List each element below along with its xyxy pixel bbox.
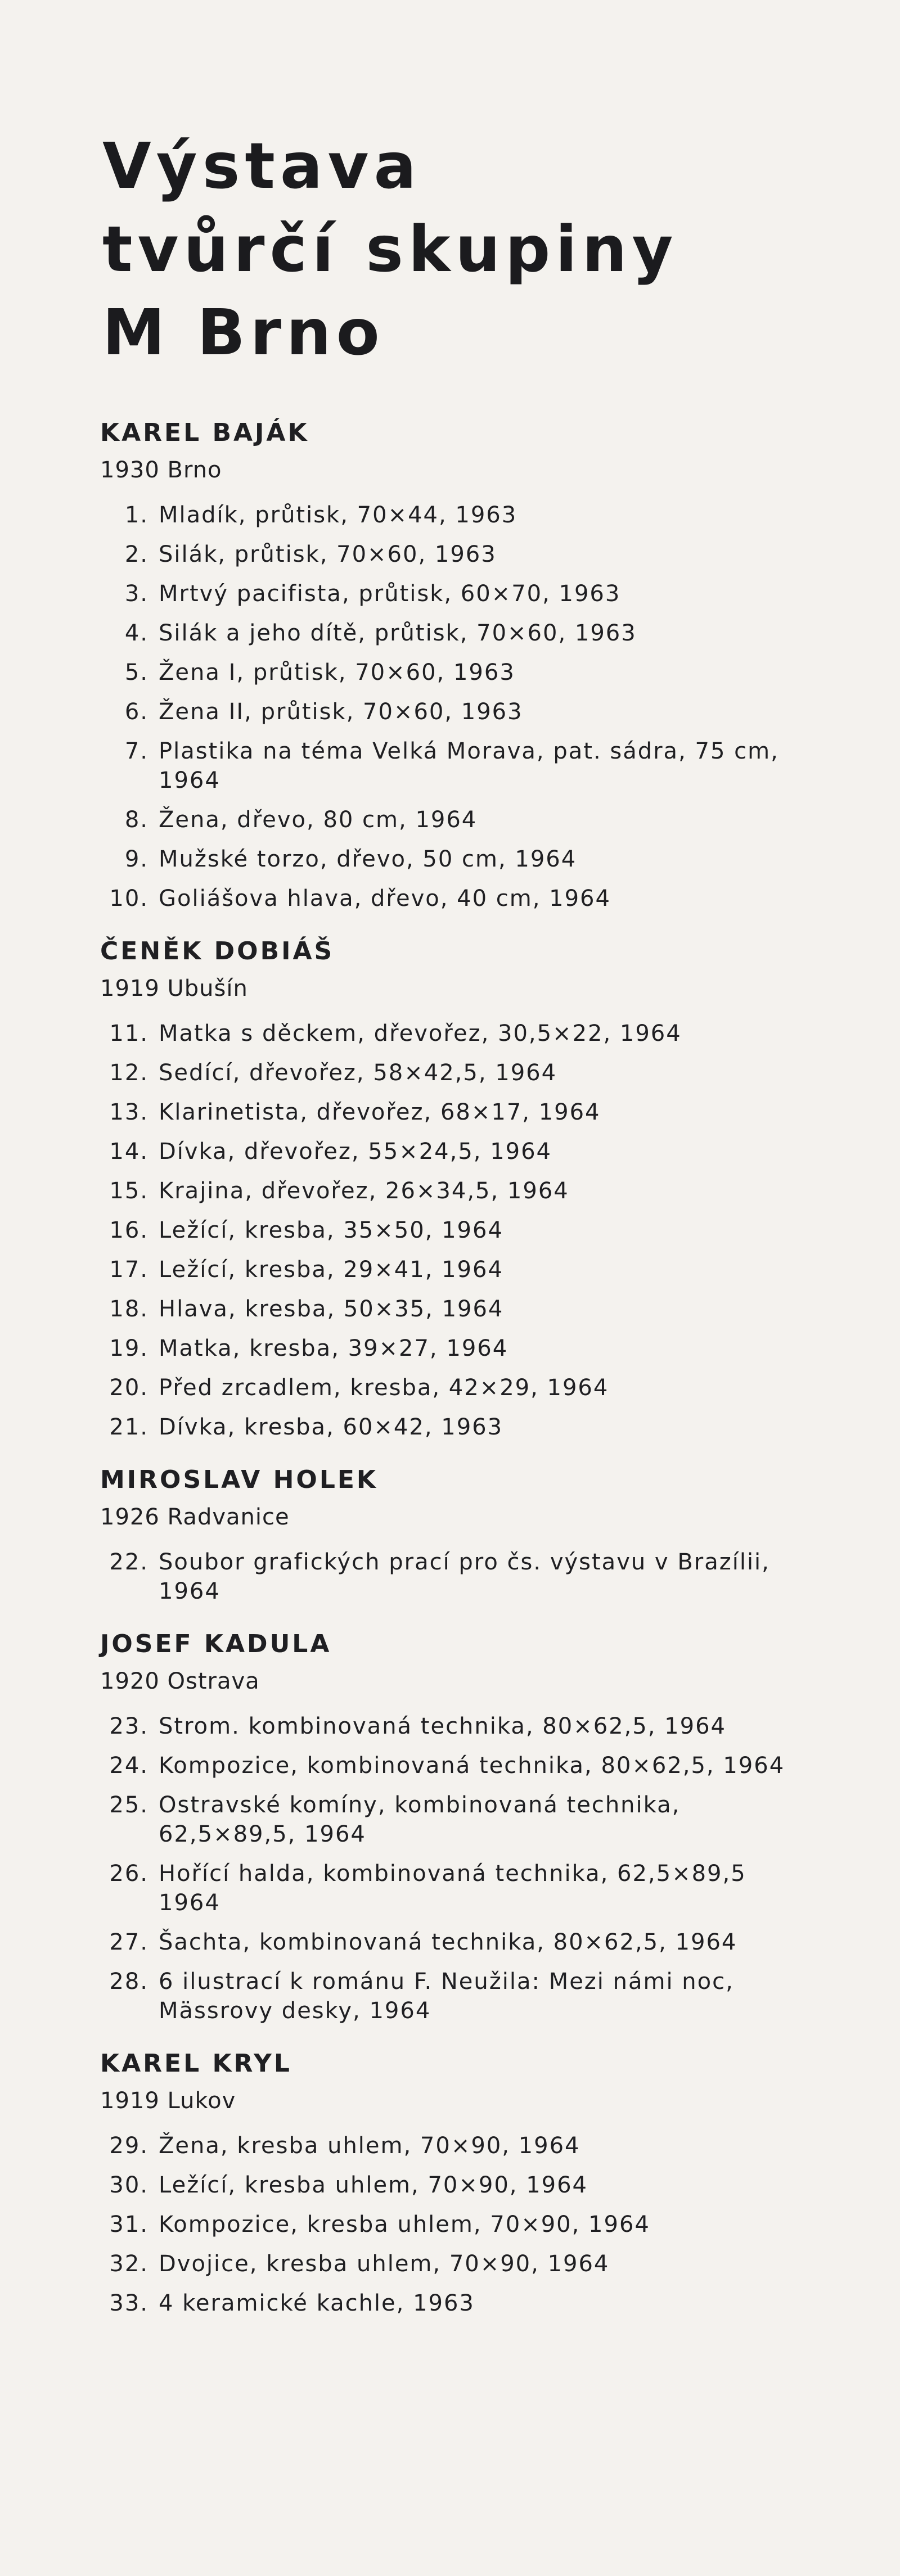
work-item: [100, 1058, 809, 1088]
title-line: tvůrčí skupiny: [102, 213, 678, 286]
work-item: [100, 2131, 809, 2160]
work-number: 18.: [109, 1296, 148, 1322]
work-description: Dívka, kresba, 60×42, 1963: [159, 1414, 503, 1440]
work-number: 3.: [124, 581, 148, 607]
work-description: 6 ilustrací k románu F. Neužila: Mezi námi noc, Mässrovy desky, 1964: [159, 1969, 734, 2024]
work-item: [100, 658, 809, 687]
work-description: Dvojice, kresba uhlem, 70×90, 1964: [159, 2251, 610, 2277]
artist-section: [100, 1464, 809, 1606]
work-description: Matka, kresba, 39×27, 1964: [159, 1336, 508, 1361]
work-number: 20.: [109, 1375, 148, 1401]
work-description: Ležící, kresba, 35×50, 1964: [159, 1217, 503, 1243]
work-number: 29.: [109, 2133, 148, 2159]
work-number: 4.: [124, 620, 148, 646]
work-item: [100, 619, 809, 648]
work-description: Ležící, kresba uhlem, 70×90, 1964: [159, 2172, 588, 2198]
works-list: [100, 500, 809, 913]
work-description: Klarinetista, dřevořez, 68×17, 1964: [159, 1099, 601, 1125]
work-item: [100, 1413, 809, 1442]
work-item: [100, 884, 809, 913]
work-item: [100, 805, 809, 834]
work-number: 21.: [109, 1414, 148, 1440]
work-number: 32.: [109, 2251, 148, 2277]
work-description: 4 keramické kachle, 1963: [159, 2290, 475, 2316]
work-number: 8.: [124, 807, 148, 833]
work-description: Mužské torzo, dřevo, 50 cm, 1964: [159, 846, 577, 872]
work-number: 16.: [109, 1217, 148, 1243]
work-description: Před zrcadlem, kresba, 42×29, 1964: [159, 1375, 609, 1401]
work-number: 33.: [109, 2290, 148, 2316]
work-description: Žena II, průtisk, 70×60, 1963: [159, 699, 523, 725]
work-number: 11.: [109, 1021, 148, 1046]
title-line: Výstava: [102, 130, 422, 203]
artist-origin: 1926 Radvanice: [100, 1504, 290, 1530]
work-description: Dívka, dřevořez, 55×24,5, 1964: [159, 1139, 552, 1165]
work-description: Žena, dřevo, 80 cm, 1964: [159, 807, 478, 833]
work-number: 6.: [124, 699, 148, 725]
artist-section: [100, 936, 809, 1442]
work-description: Šachta, kombinovaná technika, 80×62,5, 1964: [159, 1929, 737, 1955]
work-item: [100, 845, 809, 874]
works-list: [100, 1548, 809, 1606]
work-item: [100, 1790, 809, 1849]
work-item: [100, 1967, 809, 2025]
work-item: [100, 500, 809, 530]
work-item: [100, 2210, 809, 2239]
work-description: Ležící, kresba, 29×41, 1964: [159, 1257, 503, 1283]
work-item: [100, 1176, 809, 1206]
work-description: Silák, průtisk, 70×60, 1963: [159, 542, 497, 567]
work-number: 19.: [109, 1336, 148, 1361]
artist-origin: 1920 Ostrava: [100, 1668, 260, 1694]
work-item: [100, 1928, 809, 1957]
artist-name: JOSEF KADULA: [100, 1630, 332, 1658]
work-number: 15.: [109, 1178, 148, 1204]
artist-section: [100, 417, 809, 913]
work-number: 24.: [109, 1753, 148, 1779]
work-item: [100, 1255, 809, 1284]
work-number: 28.: [109, 1969, 148, 1995]
work-item: [100, 579, 809, 608]
work-item: [100, 1751, 809, 1780]
work-number: 9.: [124, 846, 148, 872]
work-item: [100, 1294, 809, 1324]
work-item: [100, 1216, 809, 1245]
work-item: [100, 540, 809, 569]
work-description: Plastika na téma Velká Morava, pat. sádra, 75 cm, 1964: [159, 738, 779, 793]
page-title: [102, 125, 678, 375]
artist-name: KAREL KRYL: [100, 2049, 292, 2078]
work-item: [100, 1548, 809, 1606]
artist-origin: 1919 Lukov: [100, 2088, 236, 2114]
work-description: Krajina, dřevořez, 26×34,5, 1964: [159, 1178, 569, 1204]
work-description: Sedící, dřevořez, 58×42,5, 1964: [159, 1060, 557, 1086]
artist-name: MIROSLAV HOLEK: [100, 1465, 379, 1494]
work-number: 13.: [109, 1099, 148, 1125]
work-number: 1.: [124, 502, 148, 528]
artist-name: KAREL BAJÁK: [100, 418, 309, 447]
work-number: 23.: [109, 1713, 148, 1739]
work-description: Žena, kresba uhlem, 70×90, 1964: [159, 2133, 580, 2159]
artist-origin: 1930 Brno: [100, 457, 222, 483]
work-item: [100, 1859, 809, 1918]
artist-sections: [100, 417, 809, 2340]
work-item: [100, 1373, 809, 1402]
work-number: 12.: [109, 1060, 148, 1086]
work-description: Hlava, kresba, 50×35, 1964: [159, 1296, 504, 1322]
work-item: [100, 2171, 809, 2200]
artist-name: ČENĚK DOBIÁŠ: [100, 937, 335, 966]
artist-origin: 1919 Ubušín: [100, 976, 248, 1001]
artist-section: [100, 2048, 809, 2318]
work-number: 22.: [109, 1549, 148, 1575]
works-list: [100, 2131, 809, 2318]
work-description: Kompozice, kresba uhlem, 70×90, 1964: [159, 2212, 650, 2237]
work-description: Soubor grafických prací pro čs. výstavu v Brazílii, 1964: [159, 1549, 770, 1604]
work-description: Silák a jeho dítě, průtisk, 70×60, 1963: [159, 620, 637, 646]
artist-section: [100, 1628, 809, 2025]
work-number: 7.: [124, 738, 148, 764]
work-item: [100, 1137, 809, 1166]
work-number: 31.: [109, 2212, 148, 2237]
work-number: 5.: [124, 660, 148, 685]
work-number: 10.: [109, 886, 148, 912]
works-list: [100, 1019, 809, 1442]
work-number: 26.: [109, 1861, 148, 1887]
work-description: Mrtvý pacifista, průtisk, 60×70, 1963: [159, 581, 621, 607]
work-item: [100, 1712, 809, 1741]
work-description: Strom. kombinovaná technika, 80×62,5, 1964: [159, 1713, 726, 1739]
work-number: 14.: [109, 1139, 148, 1165]
work-description: Kompozice, kombinovaná technika, 80×62,5, 1964: [159, 1753, 785, 1779]
work-item: [100, 2289, 809, 2318]
work-item: [100, 2249, 809, 2279]
work-item: [100, 737, 809, 795]
work-item: [100, 1098, 809, 1127]
work-number: 27.: [109, 1929, 148, 1955]
title-line: M Brno: [102, 296, 385, 369]
work-description: Goliášova hlava, dřevo, 40 cm, 1964: [159, 886, 611, 912]
work-item: [100, 1019, 809, 1048]
work-description: Žena I, průtisk, 70×60, 1963: [159, 660, 515, 685]
work-item: [100, 697, 809, 727]
works-list: [100, 1712, 809, 2025]
work-number: 17.: [109, 1257, 148, 1283]
work-number: 25.: [109, 1792, 148, 1818]
work-item: [100, 1334, 809, 1363]
work-description: Ostravské komíny, kombinovaná technika, 62,5×89,5, 1964: [159, 1792, 681, 1847]
work-description: Matka s děckem, dřevořez, 30,5×22, 1964: [159, 1021, 682, 1046]
work-number: 30.: [109, 2172, 148, 2198]
work-description: Hořící halda, kombinovaná technika, 62,5×89,5 1964: [159, 1861, 746, 1916]
work-description: Mladík, průtisk, 70×44, 1963: [159, 502, 518, 528]
work-number: 2.: [124, 542, 148, 567]
